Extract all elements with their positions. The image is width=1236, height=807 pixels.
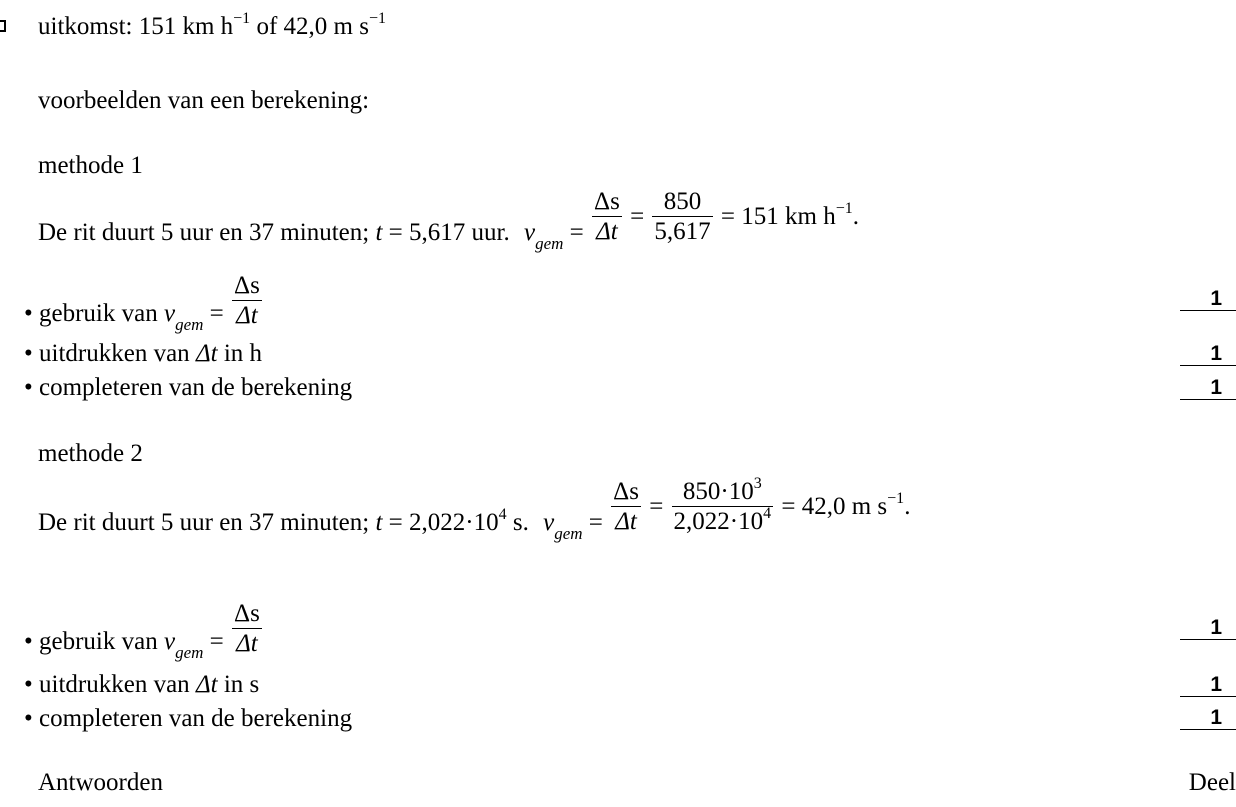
- method1-line-text: De rit duurt 5 uur en 37 minuten;: [38, 218, 376, 246]
- method1-t-var: t: [375, 218, 383, 246]
- method2-v-var: v: [543, 508, 555, 536]
- method1-criterion-2: • uitdrukken van Δt in h: [24, 340, 263, 367]
- method1-formula-line: De rit duurt 5 uur en 37 minuten; t = 5,617 uur. $v_{gem}$ = $\frac{\Delta s}{\Delta t}$ = $\frac{850}{5,617}$ = 151 km $h^{-1}$.: [38, 188, 859, 253]
- answer-exp2: −1: [368, 10, 386, 27]
- answer-checkbox: [0, 20, 6, 32]
- method2-score-2: 1: [1180, 674, 1236, 697]
- method2-criterion-1: • gebruik van $v_{gem}$ = $\frac{\Delta s}{\Delta t}$: [24, 600, 260, 662]
- method1-fraction-1: $\frac{\Delta s}{\Delta t}$: [594, 188, 620, 245]
- method1-criterion-1-fraction: $\frac{\Delta s}{\Delta t}$: [234, 272, 260, 329]
- answer-exp1: −1: [233, 10, 251, 27]
- method2-fraction-2: $\frac{850\cdot 10^3}{2,022\cdot 10^4}$: [673, 475, 772, 535]
- examples-heading: voorbeelden van een berekening:: [38, 87, 370, 114]
- method2-result: = 42,0 m s: [781, 492, 888, 520]
- method2-score-3: 1: [1180, 707, 1236, 730]
- method1-criterion-1: • gebruik van $v_{gem}$ = $\frac{\Delta s}{\Delta t}$: [24, 272, 260, 334]
- method1-result: = 151 km h: [720, 202, 836, 230]
- method1-score-2: 1: [1180, 343, 1236, 366]
- footer-left: Antwoorden: [38, 769, 163, 796]
- method2-formula-line: De rit duurt 5 uur en 37 minuten; $t = 2,022\cdot 10^4$ s. $v_{gem}$ = $\frac{\Delta s}{\Delta t}$ = $\frac{850\cdot 10^3}{2,022\cdot 10^4}$ = 42,0 m $s^{-1}$.: [38, 475, 911, 543]
- method2-line-text: De rit duurt 5 uur en 37 minuten;: [38, 508, 376, 536]
- answer-middle: of 42,0 m s: [250, 13, 369, 40]
- answer-line: [38, 10, 386, 40]
- method1-fraction-2: $\frac{850}{5,617}$: [654, 188, 711, 245]
- method1-v-sub: gem: [535, 233, 564, 253]
- method1-score-3: 1: [1180, 377, 1236, 400]
- method1-t-value: = 5,617 uur.: [382, 218, 510, 246]
- answer-prefix: uitkomst: 151 km h: [38, 13, 234, 40]
- method2-criterion-1-fraction: $\frac{\Delta s}{\Delta t}$: [234, 600, 260, 657]
- method2-t-var: t: [375, 508, 383, 536]
- method2-score-1: 1: [1180, 617, 1236, 640]
- method2-title: methode 2: [38, 440, 143, 467]
- method1-score-1: 1: [1180, 288, 1236, 311]
- method2-criterion-3: • completeren van de berekening: [24, 705, 353, 732]
- method1-title: methode 1: [38, 152, 143, 179]
- method2-criterion-2: • uitdrukken van Δt in s: [24, 671, 260, 698]
- method2-fraction-1: $\frac{\Delta s}{\Delta t}$: [613, 478, 639, 535]
- footer-right: Deel: [1188, 769, 1236, 796]
- method1-criterion-3: • completeren van de berekening: [24, 374, 353, 401]
- method1-v-var: v: [523, 218, 536, 246]
